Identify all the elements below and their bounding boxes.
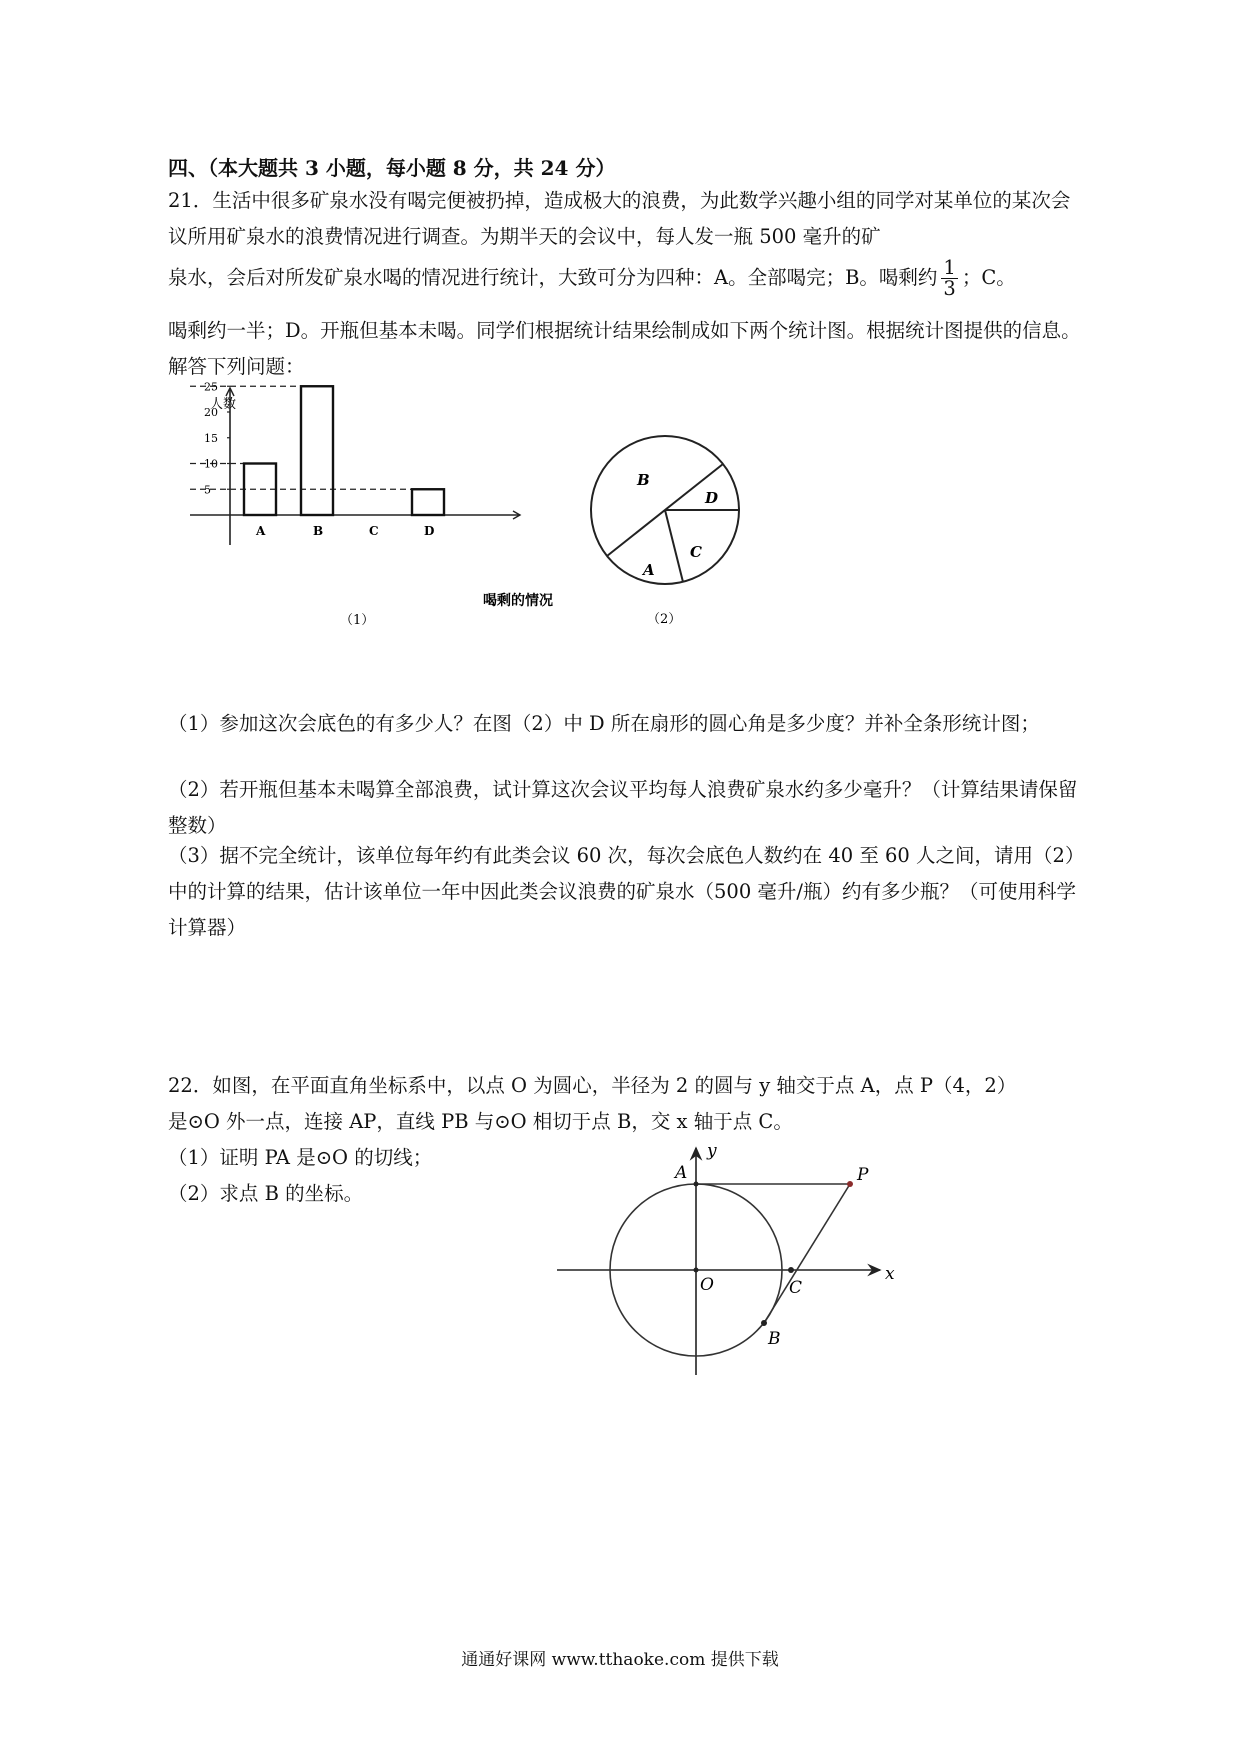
q21-sub1: （1）参加这次会底色的有多少人？在图（2）中 D 所在扇形的圆心角是多少度？并补全条形统计图；: [168, 712, 1040, 735]
q21-intro-3: 喝剩约一半；D。开瓶但基本未喝。同学们根据统计结果绘制成如下两个统计图。根据统计图提供的信息。解答下列问题：: [168, 319, 1081, 378]
q21-sub2: （2）若开瓶但基本未喝算全部浪费，试计算这次会议平均每人浪费矿泉水约多少毫升？（计算结果请保留整数）: [168, 778, 1078, 837]
label-p: P: [857, 1165, 869, 1185]
label-c: C: [789, 1278, 803, 1298]
label-b: B: [768, 1329, 781, 1349]
bar-b: [301, 386, 333, 515]
q21-intro-2: [168, 258, 1016, 299]
q21-intro-1: 21．生活中很多矿泉水没有喝完便被扔掉，造成极大的浪费，为此数学兴趣小组的同学对某单位的某次会议所用矿泉水的浪费情况进行调查。为期半天的会议中，每人发一瓶 500 毫升的矿: [168, 189, 1071, 248]
pie-label-c: C: [690, 543, 702, 561]
fraction-numerator: 1: [943, 256, 956, 279]
bar-category-label-b: B: [313, 524, 324, 538]
q21-intro-2b: ；C。: [961, 266, 1016, 289]
bar-ytick-label-25: 25: [204, 380, 218, 394]
bar-d: [412, 489, 444, 515]
q22-sub2: （2）求点 B 的坐标。: [168, 1182, 364, 1205]
point-b: [761, 1320, 767, 1326]
point-p: [847, 1181, 853, 1187]
bar-chart-caption: （1）: [340, 613, 375, 628]
coordinate-circle-figure: [555, 1140, 905, 1385]
footer-text: 通通好课网 www.tthaoke.com 提供下载: [461, 1650, 779, 1670]
segment-pb: [764, 1184, 850, 1323]
pie-chart-caption: （2）: [647, 612, 682, 627]
point-c: [788, 1267, 794, 1273]
bar-ytick-label-5: 5: [204, 483, 211, 497]
q21-intro-2a: 泉水，会后对所发矿泉水喝的情况进行统计，大致可分为四种：A。全部喝完；B。喝剩约: [168, 266, 938, 289]
q22-sub1: （1）证明 PA 是⊙O 的切线；: [168, 1146, 433, 1169]
pie-label-b: B: [637, 471, 650, 489]
q21-sub3: （3）据不完全统计，该单位每年约有此类会议 60 次，每次会底色人数约在 40 至 60 人之间，请用（2）中的计算的结果，估计该单位一年中因此类会议浪费的矿泉水（500 毫升/瓶）约有多少瓶？（可使用科学计算器）: [168, 844, 1076, 939]
fraction-one-third: [941, 258, 957, 299]
bar-chart-ylabel: 人数: [210, 397, 237, 412]
pie-divider-c-a: [665, 510, 683, 582]
bar-category-label-a: A: [256, 524, 266, 538]
section-title: 四、（本大题共 3 小题，每小题 8 分，共 24 分）: [168, 156, 616, 180]
label-a: A: [675, 1163, 688, 1183]
q22-intro-2: 是⊙O 外一点，连接 AP，直线 PB 与⊙O 相切于点 B，交 x 轴于点 C。: [168, 1110, 793, 1133]
bar-ytick-label-20: 20: [204, 406, 218, 419]
point-o: [694, 1268, 699, 1273]
pie-chart: [585, 415, 745, 635]
bar-category-label-c: C: [369, 524, 379, 538]
fraction-denominator: 3: [943, 277, 956, 300]
label-x: x: [885, 1264, 895, 1284]
bar-category-label-d: D: [424, 524, 435, 538]
label-o: O: [700, 1275, 714, 1295]
bar-chart-xlabel: 喝剩的情况: [483, 593, 553, 609]
bar-ytick-label-10: 10: [204, 457, 218, 471]
bar-ytick-label-15: 15: [204, 431, 218, 445]
pie-label-a: A: [643, 561, 655, 579]
point-a: [694, 1182, 699, 1187]
bar-chart: [190, 380, 590, 630]
q22-intro-1: 22．如图，在平面直角坐标系中，以点 O 为圆心，半径为 2 的圆与 y 轴交于点 A，点 P（4，2）: [168, 1074, 1017, 1097]
pie-label-d: D: [705, 489, 719, 507]
label-y: y: [707, 1141, 717, 1161]
